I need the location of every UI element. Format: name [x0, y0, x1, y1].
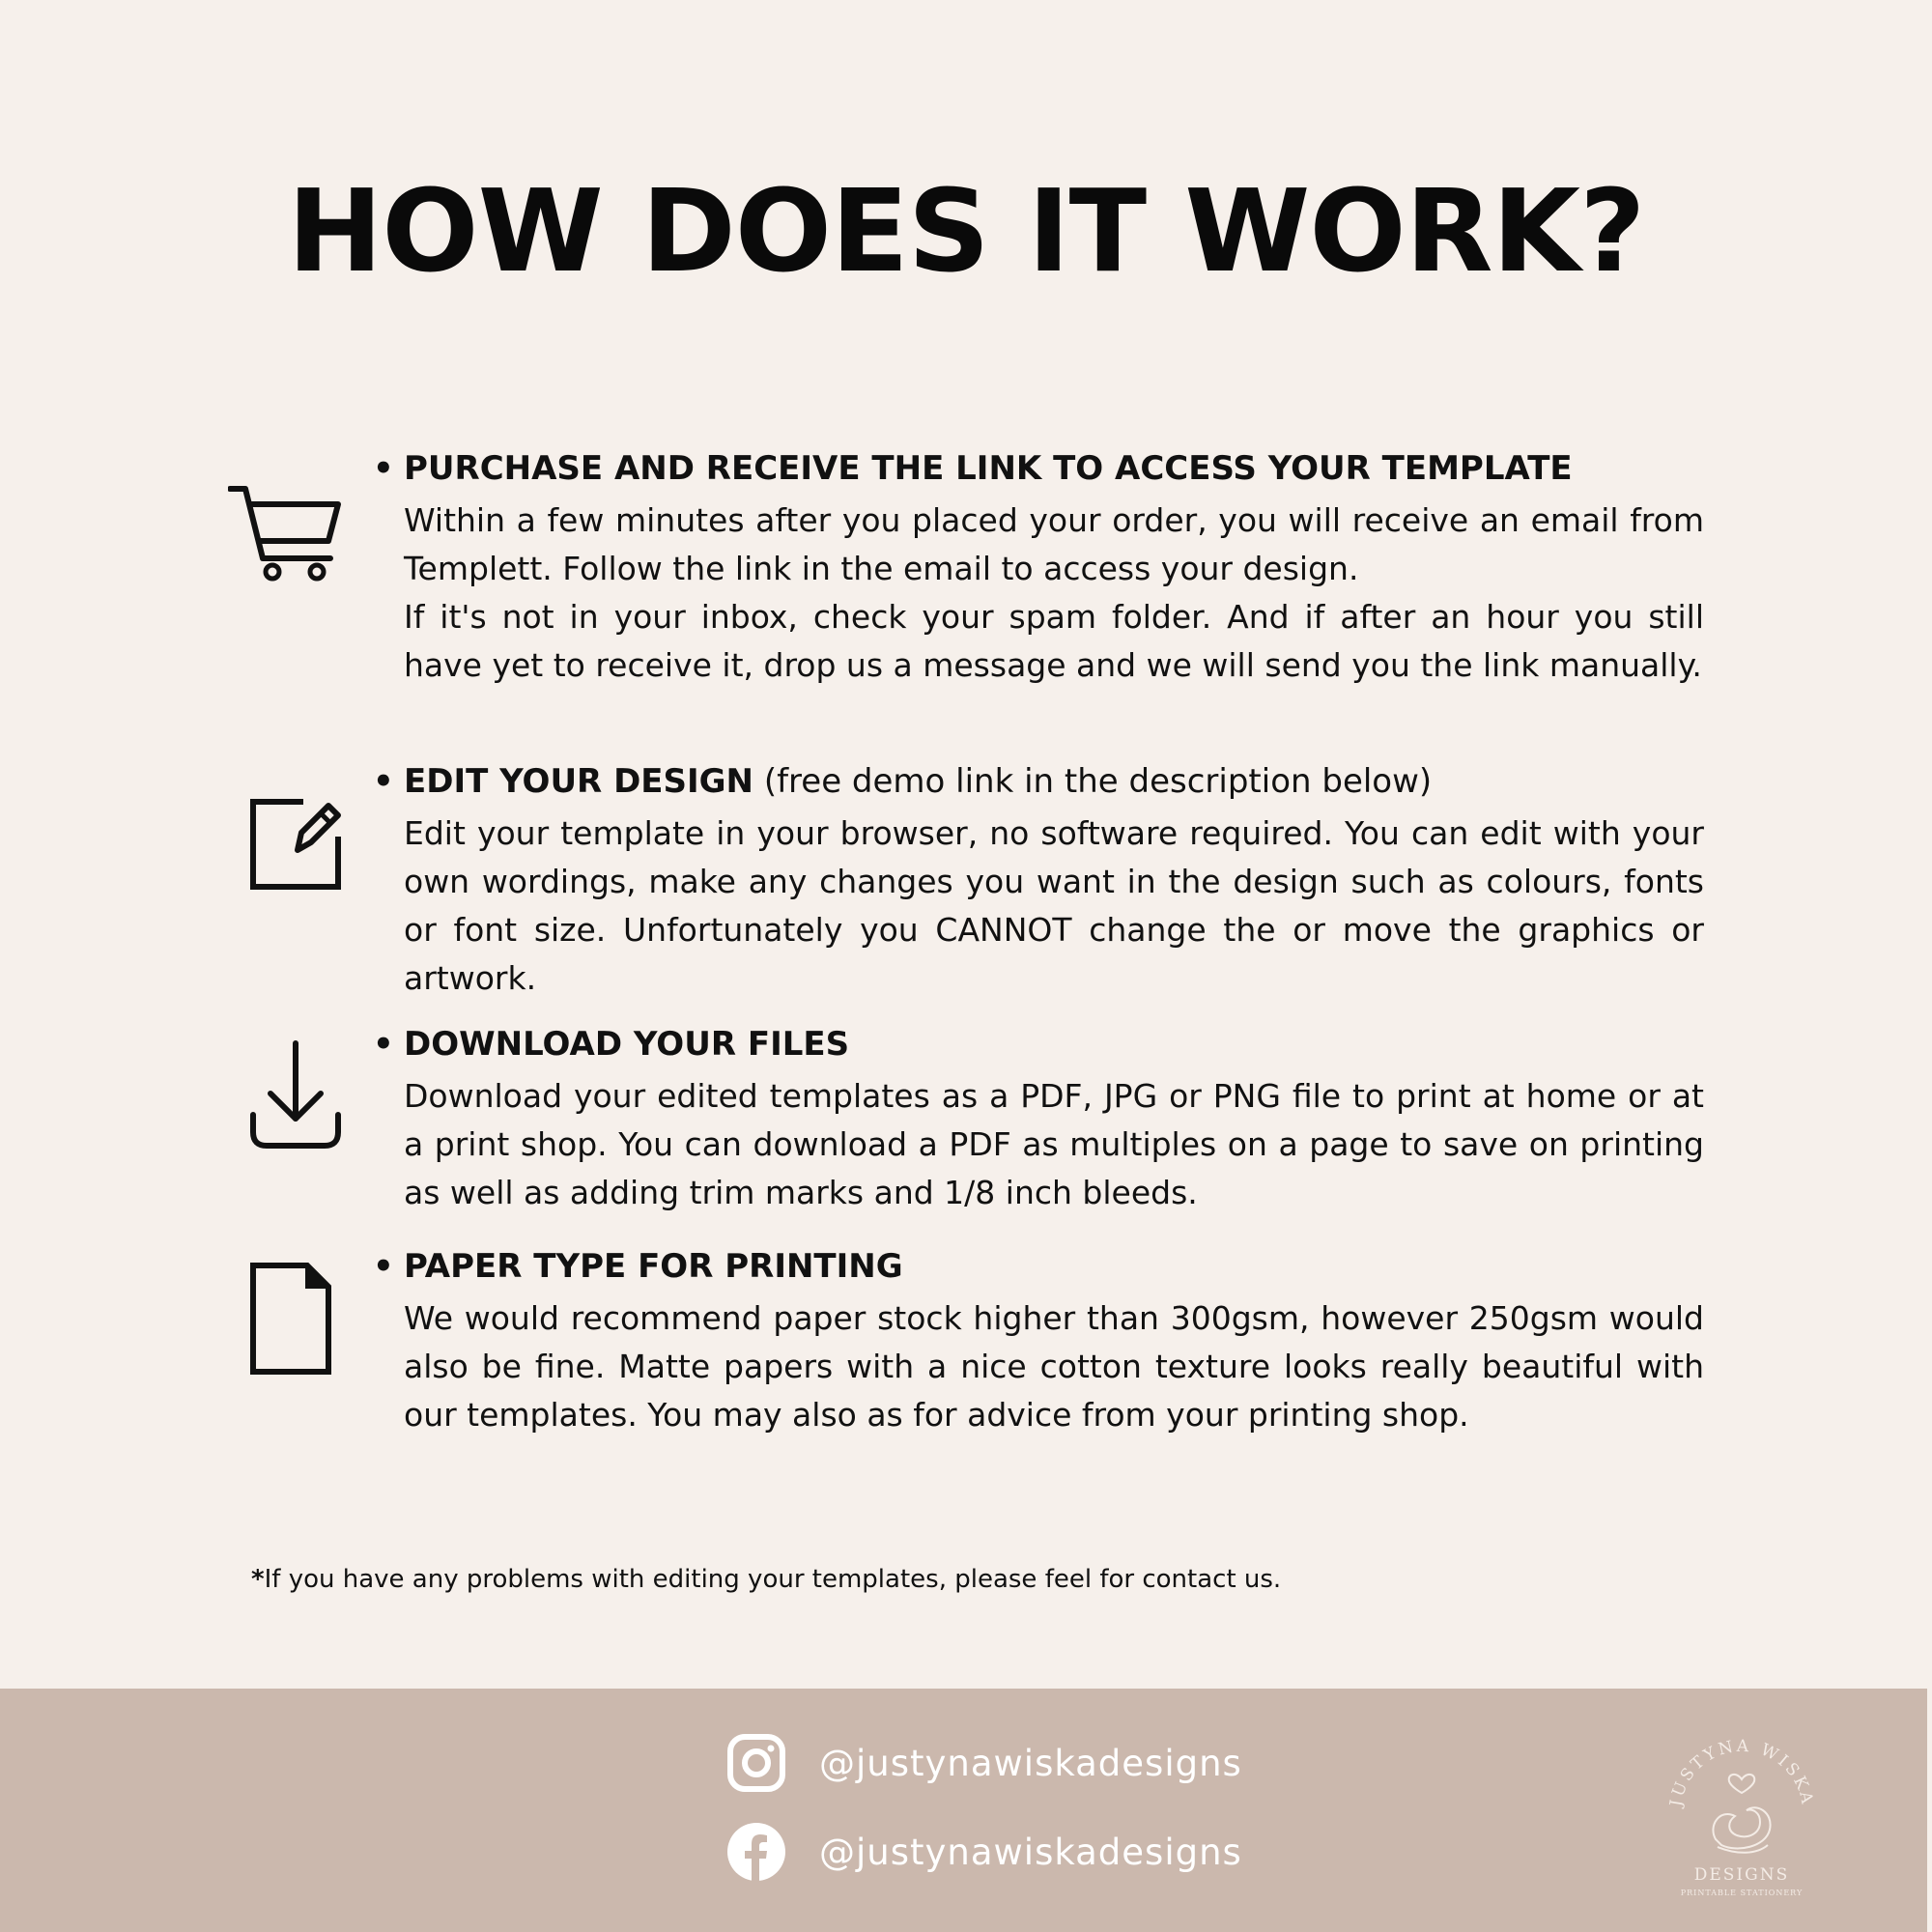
facebook-handle[interactable]: @justynawiskadesigns — [819, 1831, 1242, 1873]
logo-tagline: PRINTABLE STATIONERY — [1680, 1889, 1804, 1897]
footer — [0, 1689, 1927, 1932]
instagram-icon — [726, 1733, 786, 1793]
step-heading-note: (free demo link in the description below) — [753, 762, 1433, 801]
download-icon — [228, 1039, 344, 1155]
bullet: • — [373, 762, 394, 801]
brand-logo — [1660, 1719, 1824, 1903]
instagram-link[interactable] — [726, 1733, 1242, 1793]
bullet: • — [373, 449, 394, 488]
svg-text:JUSTYNA WISKA: JUSTYNA WISKA — [1666, 1736, 1817, 1808]
bullet: • — [373, 1025, 394, 1064]
facebook-link[interactable] — [726, 1822, 1242, 1882]
footnote — [251, 1565, 1281, 1594]
facebook-icon — [726, 1822, 786, 1882]
footnote-text: If you have any problems with editing your templates, please feel for contact us. — [264, 1565, 1282, 1594]
step-body-2: If it's not in your inbox, check your spam folder. And if after an hour you still have yet to receive it, drop us a message and we will send you the link manually. — [404, 598, 1704, 684]
bullet: • — [373, 1247, 394, 1286]
logo-designs: DESIGNS — [1693, 1865, 1790, 1885]
edit-icon — [228, 779, 344, 895]
instagram-handle[interactable]: @justynawiskadesigns — [819, 1742, 1242, 1784]
document-icon — [228, 1262, 344, 1378]
step-body: Edit your template in your browser, no software required. You can edit with your own wordings, make any changes you want in the design such as colours, fonts or font size. Unfortunately you CANNOT change the or move the graphics or artwork. — [404, 814, 1704, 997]
step-heading: DOWNLOAD YOUR FILES — [404, 1025, 850, 1064]
shopping-cart-icon — [228, 466, 344, 582]
step-body: Download your edited templates as a PDF, JPG or PNG file to print at home or at a print shop. You can download a PDF as multiples on a page to save on printing as well as adding trim marks and 1/8 inch bleeds. — [404, 1077, 1704, 1211]
page-title: HOW DOES IT WORK? — [287, 164, 1645, 298]
step-body: Within a few minutes after you placed your order, you will receive an email from Templett. Follow the link in the email to access your design. — [404, 501, 1704, 587]
step-heading: PURCHASE AND RECEIVE THE LINK TO ACCESS YOUR TEMPLATE — [404, 449, 1573, 488]
step-heading: PAPER TYPE FOR PRINTING — [404, 1247, 903, 1286]
footnote-mark: * — [251, 1565, 265, 1594]
step-heading: EDIT YOUR DESIGN — [404, 762, 754, 801]
step-body: We would recommend paper stock higher than 300gsm, however 250gsm would also be fine. Matte papers with a nice cotton texture looks really beautiful with our templates. You may also as for advice from your printing shop. — [404, 1299, 1704, 1434]
